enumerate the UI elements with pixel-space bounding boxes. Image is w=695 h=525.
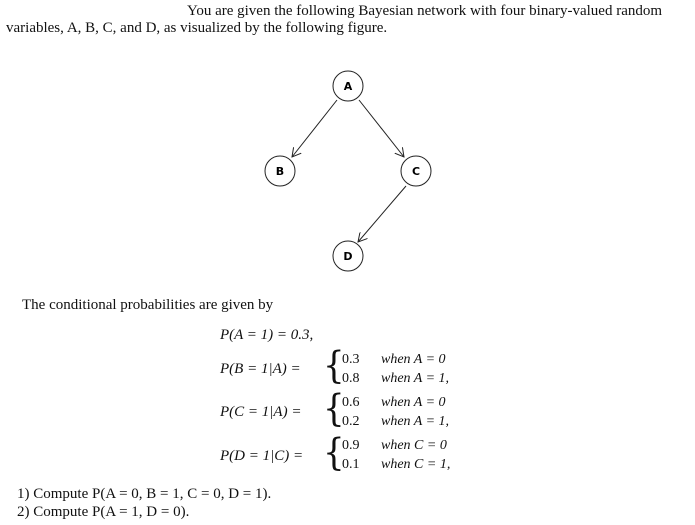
node-c <box>401 156 431 186</box>
pc-value-1: 0.6 <box>342 395 360 410</box>
equation-pd-lhs: P(D = 1|C) = <box>220 448 304 464</box>
node-a-label: A <box>343 80 353 93</box>
equation-pc-lhs: P(C = 1|A) = <box>220 404 302 420</box>
node-a <box>333 71 363 101</box>
pc-value-2: 0.2 <box>342 414 360 429</box>
equation-pa: P(A = 1) = 0.3, <box>220 327 314 343</box>
equation-pd-brace: { <box>323 431 345 475</box>
node-d <box>333 241 363 271</box>
node-b <box>265 156 295 186</box>
equation-pc-brace: { <box>323 387 345 431</box>
pb-value-2: 0.8 <box>342 371 360 386</box>
question-1: 1) Compute P(A = 0, B = 1, C = 0, D = 1). <box>17 486 272 502</box>
pd-value-1: 0.9 <box>342 438 360 453</box>
pc-condition-2: when A = 1, <box>381 414 450 429</box>
equation-pb-brace: { <box>323 344 345 388</box>
edge-a-b <box>292 100 337 157</box>
intro-line-1: You are given the following Bayesian network with four binary-valued random <box>187 3 663 19</box>
pb-value-1: 0.3 <box>342 352 360 367</box>
conditional-probabilities-heading: The conditional probabilities are given by <box>22 297 274 313</box>
pc-condition-1: when A = 0 <box>381 395 446 410</box>
question-2: 2) Compute P(A = 1, D = 0). <box>17 504 190 520</box>
pb-condition-2: when A = 1, <box>381 371 450 386</box>
node-b-label: B <box>275 165 285 178</box>
edge-c-d <box>358 186 406 242</box>
pb-condition-1: when A = 0 <box>381 352 446 367</box>
pd-value-2: 0.1 <box>342 457 360 472</box>
edge-a-c <box>359 100 404 157</box>
node-d-label: D <box>343 250 353 263</box>
node-c-label: C <box>411 165 421 178</box>
equation-pb-lhs: P(B = 1|A) = <box>220 361 301 377</box>
pd-condition-1: when C = 0 <box>381 438 447 453</box>
intro-line-2: variables, A, B, C, and D, as visualized by the following figure. <box>6 20 388 36</box>
pd-condition-2: when C = 1, <box>381 457 451 472</box>
